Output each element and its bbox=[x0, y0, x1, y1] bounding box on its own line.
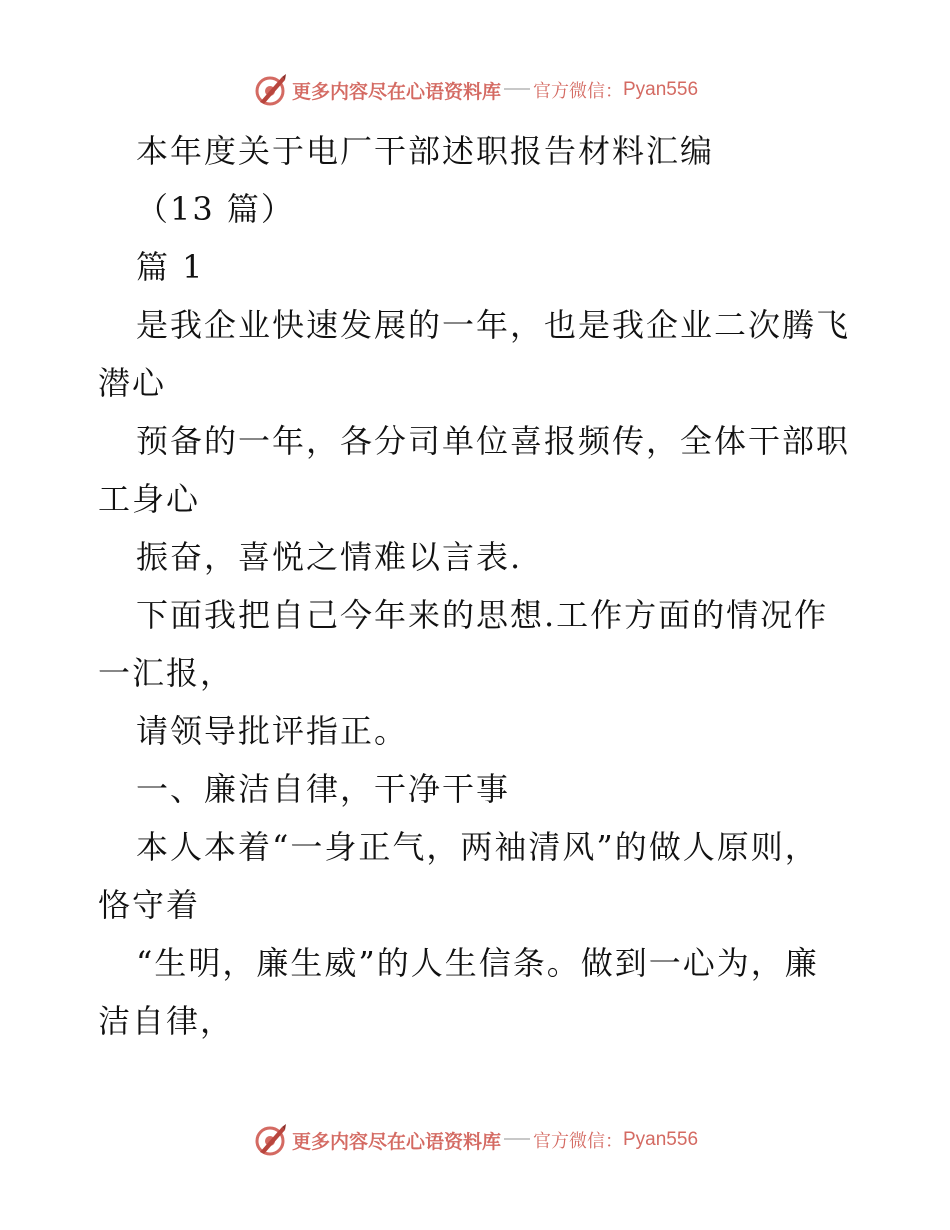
quill-logo-icon bbox=[252, 72, 288, 108]
text-line: 洁自律， bbox=[98, 1002, 235, 1040]
text-line: “生明，廉生威”的人生信条。做到一心为，廉 bbox=[136, 944, 819, 982]
banner-wechat-id: Pyan556 bbox=[623, 79, 699, 100]
footer-banner bbox=[0, 1120, 950, 1160]
banner-divider bbox=[504, 1138, 530, 1140]
header-banner bbox=[0, 70, 950, 110]
text-line: 潜心 bbox=[98, 364, 167, 402]
banner-title: 更多内容尽在心语资料库 bbox=[291, 80, 501, 103]
text-line: 恪守着 bbox=[98, 886, 201, 924]
text-line: 是我企业快速发展的一年，也是我企业二次腾飞 bbox=[136, 306, 851, 344]
banner-wechat-label: 官方微信： bbox=[533, 1131, 623, 1152]
text-line: 工身心 bbox=[98, 480, 201, 518]
banner-divider bbox=[504, 88, 530, 90]
text-line: （13 篇） bbox=[136, 190, 295, 228]
banner-wechat-id: Pyan556 bbox=[623, 1129, 699, 1150]
text-line: 下面我把自己今年来的思想.工作方面的情况作 bbox=[136, 596, 829, 634]
text-line: 一汇报， bbox=[98, 654, 235, 692]
text-line: 本年度关于电厂干部述职报告材料汇编 bbox=[136, 132, 715, 170]
banner-title: 更多内容尽在心语资料库 bbox=[291, 1130, 501, 1153]
text-line: 请领导批评指正。 bbox=[136, 712, 409, 750]
text-line: 振奋，喜悦之情难以言表. bbox=[136, 538, 523, 576]
text-line: 本人本着“一身正气，两袖清风”的做人原则， bbox=[136, 828, 819, 866]
quill-logo-icon bbox=[252, 1122, 288, 1158]
text-line: 预备的一年，各分司单位喜报频传，全体干部职 bbox=[136, 422, 851, 460]
text-line: 一、廉洁自律，干净干事 bbox=[136, 770, 511, 808]
text-line: 篇 1 bbox=[136, 248, 205, 286]
document-body bbox=[98, 122, 858, 1050]
banner-wechat-label: 官方微信： bbox=[533, 81, 623, 102]
